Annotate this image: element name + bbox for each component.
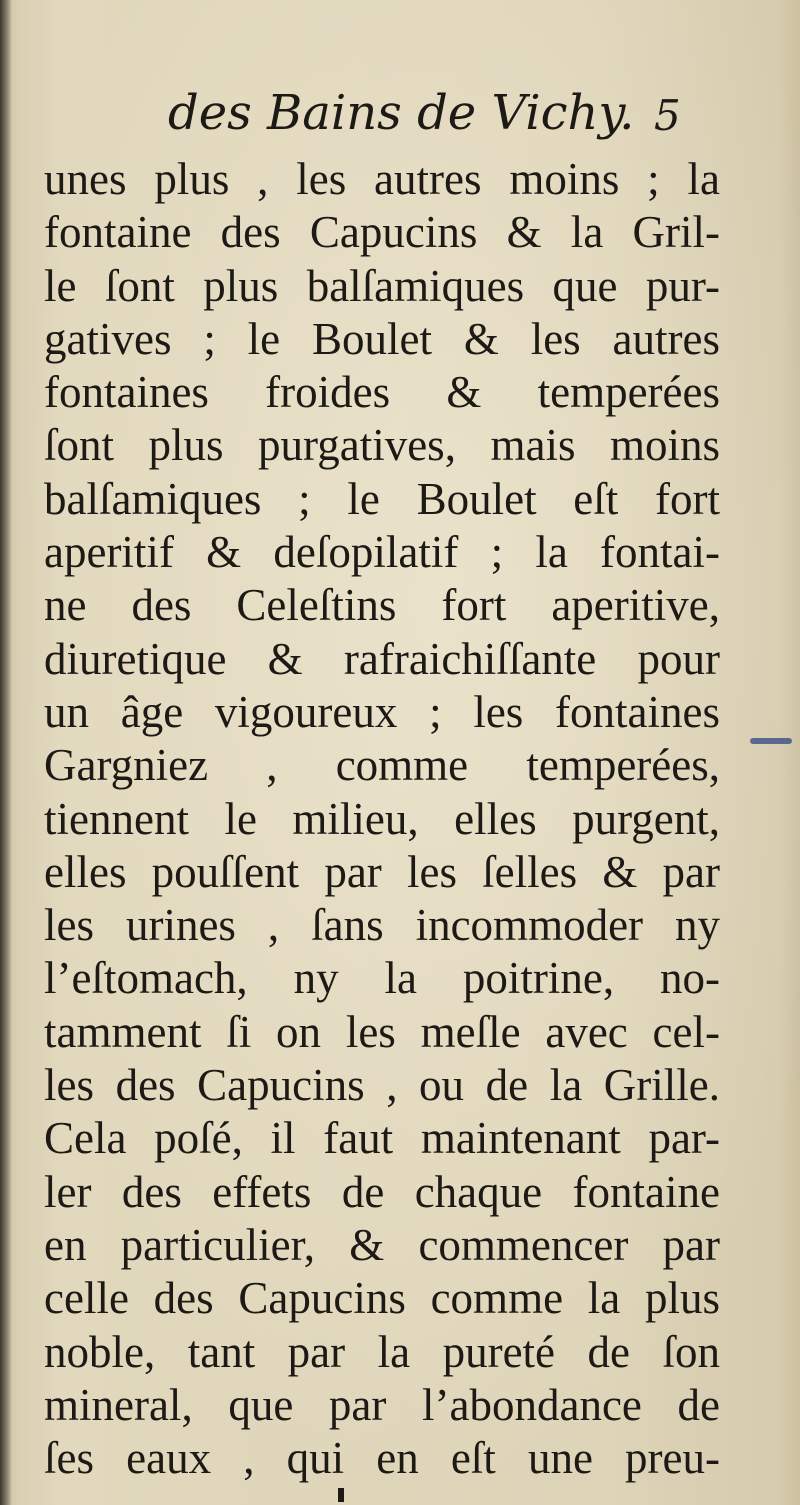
running-head: des Bains de Vichy. [168, 85, 635, 141]
text-line: le ſont plus balſamiques que pur- [44, 260, 720, 311]
text-line: l’eſtomach, ny la poitrine, no- [44, 953, 720, 1004]
text-line: ſont plus purgatives, mais moins [44, 420, 720, 471]
page-gutter [0, 0, 12, 1505]
text-line: tiennent le milieu, elles purgent, [44, 793, 720, 844]
text-line: aperitif & deſopilatif ; la fontai- [44, 527, 720, 578]
page-number: 5 [654, 91, 681, 140]
text-line: ler des effets de chaque fontaine [44, 1166, 720, 1217]
text-line: ſes eaux , qui en eſt une preu- [44, 1433, 720, 1484]
text-line: celle des Capucins comme la plus [44, 1273, 720, 1324]
text-line: gatives ; le Boulet & les autres [44, 313, 720, 364]
text-line: ne des Celeſtins fort aperitive, [44, 580, 720, 631]
signature-mark [338, 1488, 344, 1502]
margin-ink-mark [750, 738, 792, 744]
body-text [44, 153, 720, 1485]
text-line: unes plus , les autres moins ; la [44, 154, 720, 204]
text-line: elles pouſſent par les ſelles & par [44, 846, 720, 897]
text-line: fontaines froides & temperées [44, 367, 720, 418]
text-line: balſamiques ; le Boulet eſt fort [44, 473, 720, 524]
text-line: les des Capucins , ou de la Grille. [44, 1060, 720, 1111]
text-line: en particulier, & commencer par [44, 1219, 720, 1270]
text-line: les urines , ſans incommoder ny [44, 900, 720, 951]
text-line: un âge vigoureux ; les fontaines [44, 686, 720, 737]
text-line: fontaine des Capucins & la Gril- [44, 207, 720, 258]
text-line: Cela poſé, il faut maintenant par- [44, 1113, 720, 1164]
text-line: diuretique & rafraichiſſante pour [44, 633, 720, 684]
text-line: tamment ſi on les meſle avec cel- [44, 1006, 720, 1057]
text-line: Gargniez , comme temperées, [44, 740, 720, 791]
text-line: mineral, que par l’abondance de [44, 1379, 720, 1430]
text-line: noble, tant par la pureté de ſon [44, 1326, 720, 1377]
